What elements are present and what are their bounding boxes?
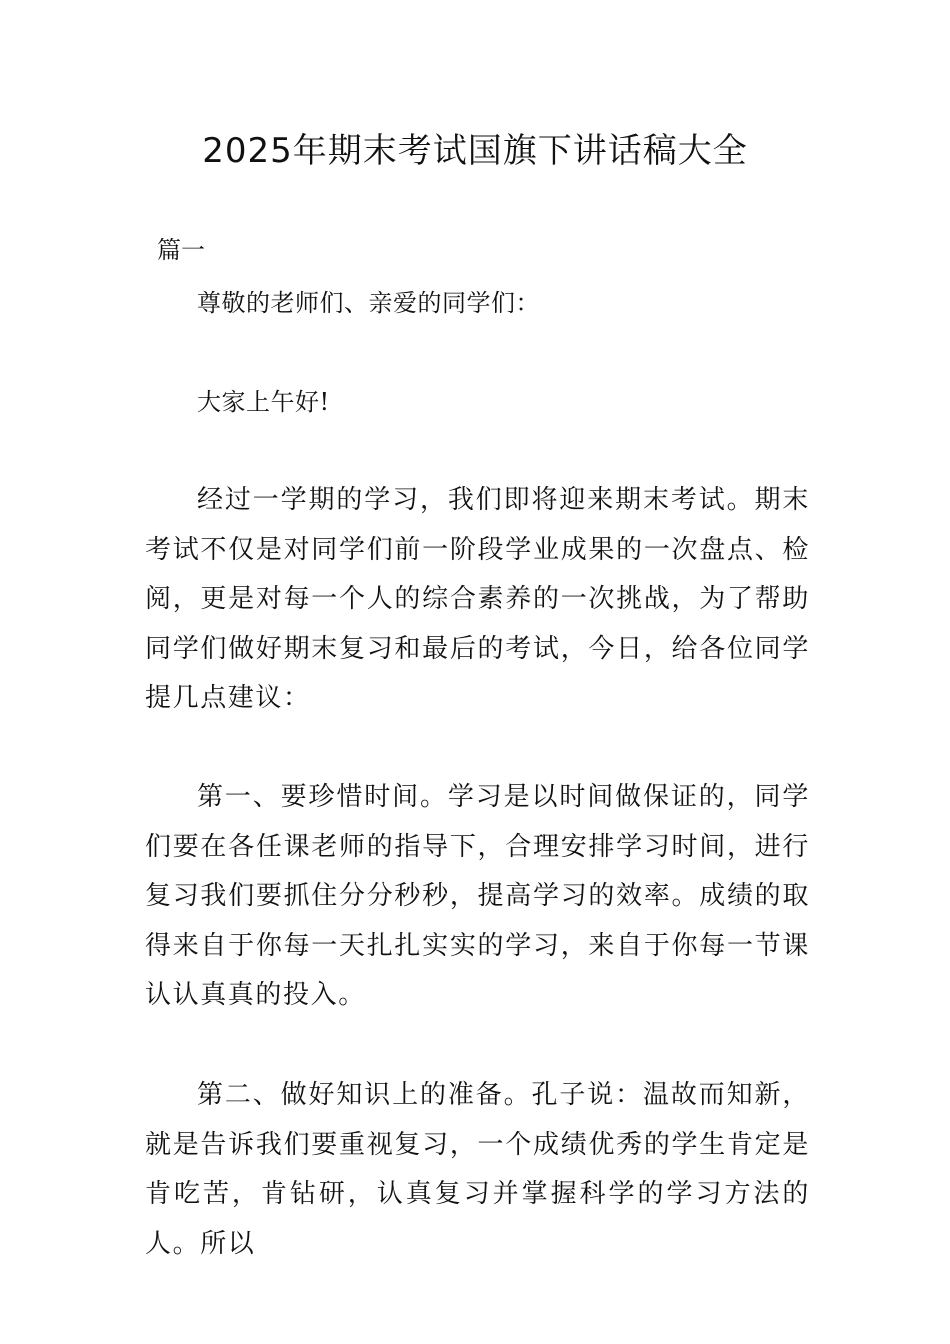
- greeting: 大家上午好!: [197, 388, 330, 416]
- salutation: 尊敬的老师们、亲爱的同学们：: [197, 289, 540, 317]
- paragraph-intro: 经过一学期的学习，我们即将迎来期末考试。期末考试不仅是对同学们前一阶段学业成果的一次盘点、检阅，更是对每一个人的综合素养的一次挑战，为了帮助同学们做好期末复习和最后的考试，今日，给各位同学提几点建议：: [145, 485, 810, 713]
- section-label: 篇一: [157, 236, 205, 264]
- document-title: 2025年期末考试国旗下讲话稿大全: [202, 131, 748, 171]
- paragraph-first-point: 第一、要珍惜时间。学习是以时间做保证的，同学们要在各任课老师的指导下，合理安排学习时间，进行复习我们要抓住分分秒秒，提高学习的效率。成绩的取得来自于你每一天扎扎实实的学习，来自于你每一节课认认真真的投入。: [145, 782, 810, 1010]
- paragraph-second-point: 第二、做好知识上的准备。孔子说：温故而知新，就是告诉我们要重视复习，一个成绩优秀的学生肯定是肯吃苦，肯钻研，认真复习并掌握科学的学习方法的人。所以: [145, 1080, 810, 1259]
